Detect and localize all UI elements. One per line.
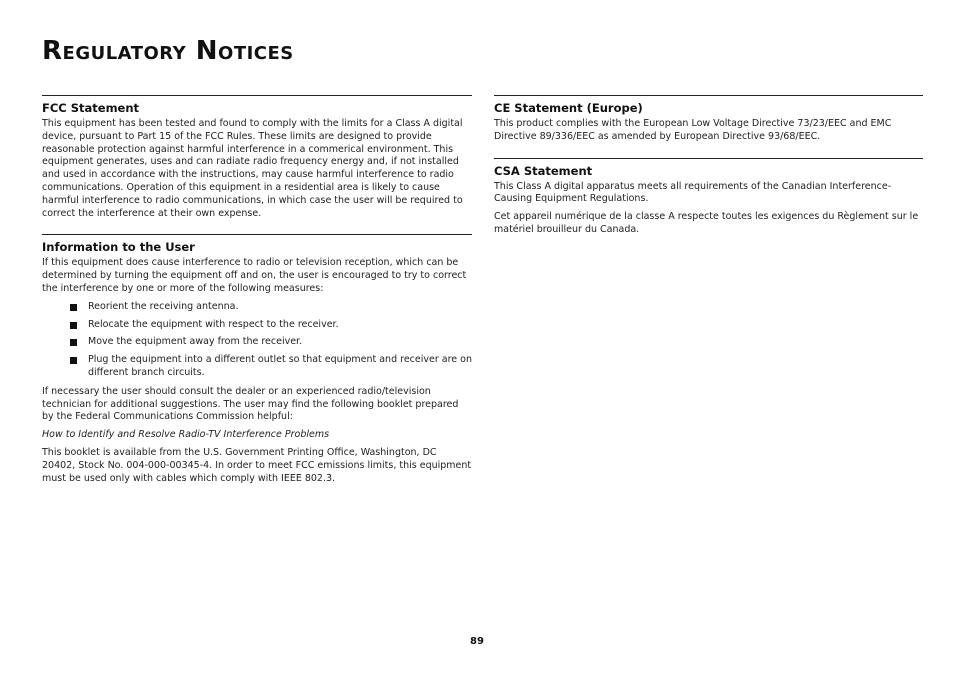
user-info-section	[42, 234, 472, 485]
list-item	[70, 336, 472, 349]
fcc-statement-heading: FCC Statement	[42, 101, 140, 115]
fcc-statement-body: This equipment has been tested and found to comply with the limits for a Class A digital device, pursuant to Part 15 of the FCC Rules. These limits are designed to provide reasonable protection against harmful interference in a commerical environment. This equipment generates, uses and can radiate radio frequency energy and, if not installed and used in accordance with the instructions, may cause harmful interference to radio communications. Operation of this equipment in a residential area is likely to cause harmful interference to radio communications, in which case the user will be required to correct the interference at their own expense.	[42, 118, 463, 219]
list-item	[70, 354, 472, 380]
csa-statement-body-english: This Class A digital apparatus meets all requirements of the Canadian Interference-Causing Equipment Regulations.	[494, 180, 892, 205]
page-number: 89	[470, 636, 484, 647]
right-column	[494, 95, 923, 242]
booklet-availability: This booklet is available from the U.S. Government Printing Office, Washington, DC 20402, Stock No. 004-000-00345-4. In order to meet FCC emissions limits, this equipment must be used only with cables which comply with IEEE 802.3.	[42, 446, 472, 484]
bullet-square-icon	[70, 357, 77, 364]
page-title: Regulatory Notices	[42, 36, 294, 66]
measures-list	[42, 301, 472, 380]
booklet-title: How to Identify and Resolve Radio-TV Interference Problems	[42, 429, 330, 441]
csa-statement-body-french: Cet appareil numérique de la classe A respecte toutes les exigences du Règlement sur le matériel brouilleur du Canada.	[494, 211, 919, 235]
list-item	[70, 301, 472, 314]
bullet-square-icon	[70, 304, 77, 311]
ce-statement-heading: CE Statement (Europe)	[494, 101, 643, 115]
bullet-square-icon	[70, 322, 77, 329]
list-item-text: Plug the equipment into a different outlet so that equipment and receiver are on different branch circuits.	[88, 354, 472, 378]
list-item-text: Reorient the receiving antenna.	[88, 300, 239, 312]
bullet-square-icon	[70, 339, 77, 346]
list-item-text: Move the equipment away from the receiver.	[88, 336, 303, 348]
ce-statement-section	[494, 95, 923, 144]
left-column	[42, 95, 472, 490]
user-info-intro: If this equipment does cause interference to radio or television reception, which can be determined by turning the equipment off and on, the user is encouraged to try to correct the interference by one or more of the following measures:	[42, 257, 467, 294]
ce-statement-body: This product complies with the European Low Voltage Directive 73/23/EEC and EMC Directive 89/336/EEC as amended by European Directive 93/68/EEC.	[494, 118, 892, 142]
user-info-heading: Information to the User	[42, 240, 195, 255]
csa-statement-section	[494, 158, 923, 237]
fcc-statement-section	[42, 95, 472, 220]
csa-statement-heading: CSA Statement	[494, 163, 593, 178]
consult-paragraph: If necessary the user should consult the dealer or an experienced radio/television technician for additional suggestions. The user may find the following booklet prepared by the Federal Communications Commission helpful:	[42, 385, 459, 423]
list-item	[70, 319, 472, 332]
list-item-text: Relocate the equipment with respect to the receiver.	[88, 318, 339, 330]
